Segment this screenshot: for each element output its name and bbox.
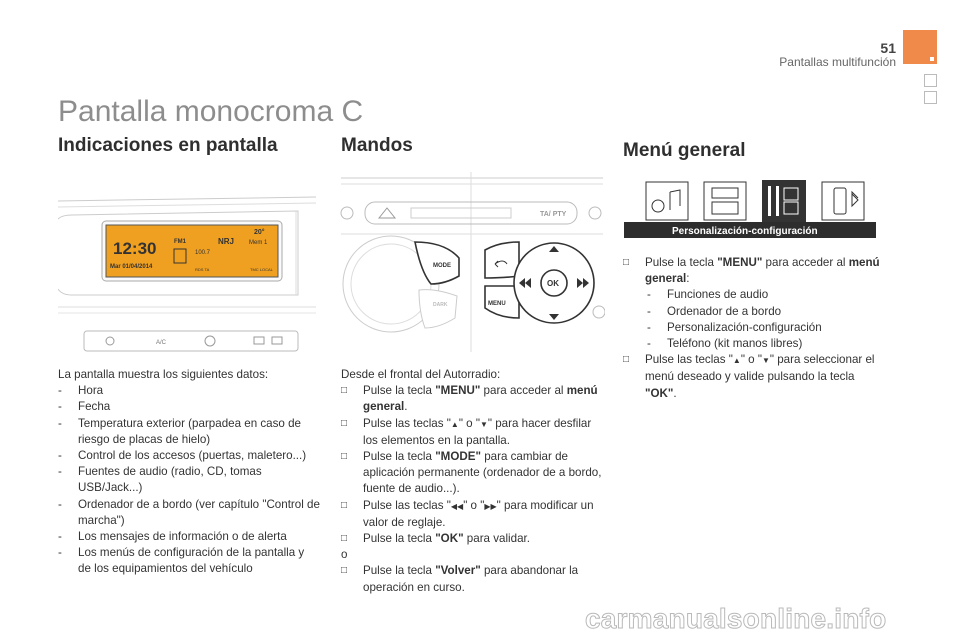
col2-intro: Desde el frontal del Autorradio: — [341, 368, 501, 381]
section-title: Pantallas multifunción — [779, 55, 896, 69]
recirculation-icon — [205, 336, 215, 346]
page-title: Pantalla monocroma C — [58, 95, 364, 128]
down-icon: ▼ — [479, 419, 488, 429]
lcd-station: NRJ — [218, 237, 235, 246]
rewind-icon: ◀◀ — [450, 501, 464, 511]
col1-item: - Fecha — [58, 399, 320, 415]
watermark: carmanualsonline.info — [585, 603, 887, 634]
cd-slot — [411, 208, 511, 218]
bullet-icon: □ — [341, 533, 348, 545]
mode-label: MODE — [433, 263, 451, 269]
lcd-time: 12:30 — [113, 239, 157, 258]
col3-text — [623, 255, 885, 402]
defrost-rear-icon — [272, 337, 282, 344]
section-tab — [903, 30, 937, 64]
col1-item: - Fuentes de audio (radio, CD, tomas USB/Jack...) — [58, 464, 320, 496]
back-button — [485, 242, 519, 278]
col1-item: - Ordenador de a bordo (ver capítulo "Control de marcha") — [58, 497, 320, 529]
col3-bullet-select: □ Pulse las teclas "▲" o "▼" para seleccionar el menú deseado y valide pulsando la tecla "OK". — [623, 353, 875, 400]
dark-button — [419, 290, 457, 328]
ta-pty-button: TA/ PTY — [540, 211, 567, 218]
col1-item: - Temperatura exterior (parpadea en caso de riesgo de placas de hielo) — [58, 416, 320, 448]
bullet-icon: □ — [341, 385, 348, 397]
display-illustration — [58, 185, 320, 360]
col1-item: - Los mensajes de información o de alerta — [58, 529, 320, 545]
dark-label: DARK — [433, 302, 448, 308]
defrost-front-icon — [254, 337, 264, 344]
volume-knob — [589, 207, 601, 219]
col2-bullet-back: □ Pulse la tecla "Volver" para abandonar la operación en curso. — [341, 564, 579, 594]
ok-label: OK — [547, 279, 559, 288]
bullet-icon: □ — [623, 354, 630, 366]
tab-box-1 — [924, 74, 937, 87]
lcd-temp: 20° — [254, 229, 265, 236]
heading-menu-general: Menú general — [623, 140, 746, 161]
bullet-icon: □ — [341, 565, 348, 577]
up-icon: ▲ — [450, 419, 459, 429]
bullet-icon: □ — [341, 499, 348, 511]
col1-item: - Hora — [58, 383, 320, 399]
col2-bullet-mode: □ Pulse la tecla "MODE" para cambiar de aplicación permanente (ordenador de a bordo, fuente de audio...). — [341, 450, 602, 496]
menu-bar-label: Personalización-configuración — [672, 226, 818, 237]
col1-item: - Control de los accesos (puertas, maletero...) — [58, 448, 320, 464]
tab-marker — [930, 57, 934, 61]
col2-bullet-menu: □ Pulse la tecla "MENU" para acceder al menú general. — [341, 384, 598, 414]
heading-mandos: Mandos — [341, 135, 413, 156]
heading-indicaciones: Indicaciones en pantalla — [58, 135, 278, 156]
col2-bullet-updown: □ Pulse las teclas "▲" o "▼" para hacer desfilar los elementos en la pantalla. — [341, 416, 592, 447]
down-icon: ▼ — [761, 356, 770, 366]
power-knob — [341, 207, 353, 219]
col3-item: - Teléfono (kit manos libres) — [647, 336, 885, 352]
col2-bullet-leftright: □ Pulse las teclas "◀◀" o "▶▶" para modificar un valor de reglaje. — [341, 498, 594, 529]
col2-text — [341, 367, 603, 596]
lcd-rds: RDS TA — [195, 267, 210, 272]
lcd-freq: 100.7 — [195, 250, 211, 256]
col3-bullet-menu: □ Pulse la tecla "MENU" para acceder al menú general: — [623, 256, 880, 286]
col1-intro: La pantalla muestra los siguientes datos: — [58, 368, 269, 381]
bullet-icon: □ — [623, 257, 630, 268]
menu-label: MENU — [488, 301, 506, 307]
col3-item: - Ordenador de a bordo — [647, 304, 885, 320]
side-knob — [593, 306, 605, 318]
col3-item: - Personalización-configuración — [647, 320, 885, 336]
lcd-band: FM1 — [174, 239, 186, 245]
lcd-date: Mar 01/04/2014 — [110, 264, 153, 270]
forward-icon: ▶▶ — [484, 501, 497, 511]
lcd-mem: Mem 1 — [249, 240, 268, 246]
bullet-icon: □ — [341, 417, 348, 429]
audio-menu-icon — [646, 182, 688, 220]
col1-text — [58, 367, 320, 578]
col1-item: - Los menús de configuración de la pantalla y de los equipamientos del vehículo — [58, 545, 320, 577]
menu-illustration — [622, 178, 880, 242]
up-icon: ▲ — [732, 356, 741, 366]
page-number: 51 — [880, 40, 896, 56]
eject-icon — [379, 208, 395, 218]
ac-label: A/C — [156, 340, 167, 346]
bullet-icon: □ — [341, 451, 348, 463]
fan-icon — [106, 337, 114, 345]
lcd-tmc: TMC LOCAL — [250, 267, 273, 272]
controls-illustration — [335, 172, 605, 357]
col2-bullet-ok: □ Pulse la tecla "OK" para validar. — [341, 531, 603, 547]
col2-or: o — [341, 548, 348, 562]
col3-item: - Funciones de audio — [647, 287, 885, 303]
tab-box-2 — [924, 91, 937, 104]
